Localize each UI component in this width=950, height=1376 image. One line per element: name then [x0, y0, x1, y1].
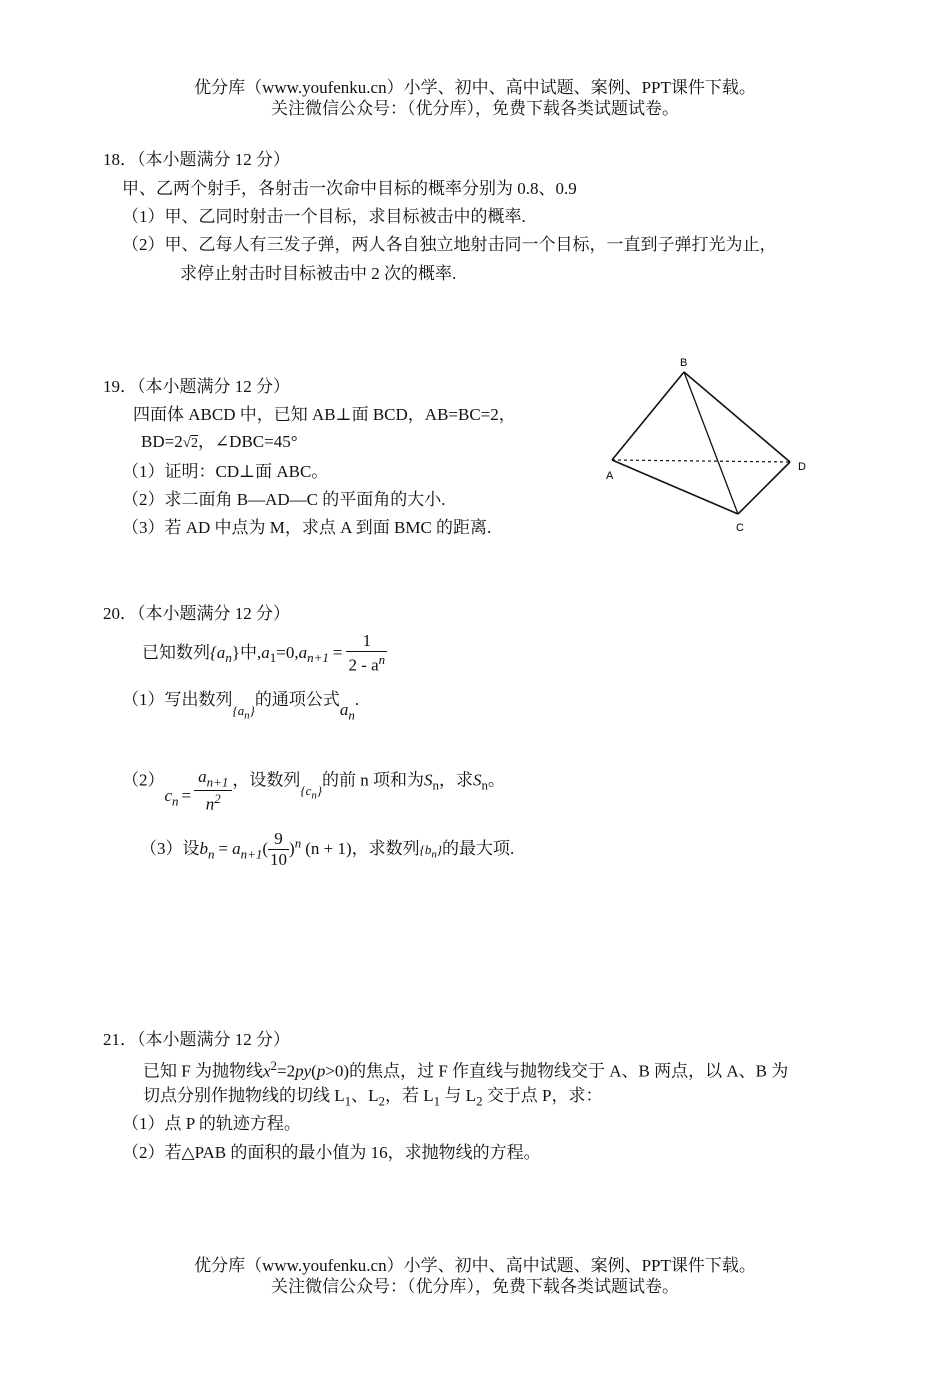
q20-p2-frac	[194, 768, 232, 815]
q20-p2-c-letter: c	[164, 786, 173, 806]
edge-bc	[684, 372, 738, 514]
q20-p2-seq-sub: n	[311, 789, 317, 802]
q21-part-1: （1）点 P 的轨迹方程。	[122, 1114, 301, 1133]
edge-ad-hidden	[612, 460, 790, 462]
q18-stem: 甲、乙两个射手，各射击一次命中目标的概率分别为 0.8、0.9	[122, 179, 577, 198]
q21-s1-pre: 已知 F 为抛物线	[143, 1061, 263, 1081]
q20-p1-pre: （1）写出数列	[122, 690, 233, 709]
q19-title: 19．（本小题满分 12 分）	[103, 377, 290, 396]
q20-part-1	[122, 690, 360, 723]
edge-ac	[612, 460, 738, 514]
q20-an1: a	[298, 642, 308, 662]
q20-p1-mid: 的通项公式	[254, 690, 340, 709]
q20-frac-num: 1	[346, 632, 387, 652]
q20-seq-a: {a	[210, 642, 226, 662]
q21-s2-mid2: ，若 L	[385, 1086, 434, 1105]
q20-p2-pre: （2）	[122, 770, 165, 790]
q21-p: p	[316, 1061, 326, 1081]
q20-p1-end: .	[354, 690, 360, 709]
q21-s2-sub2: 2	[378, 1093, 386, 1109]
q21-x: x	[262, 1061, 271, 1081]
q21-stem-2	[143, 1086, 603, 1109]
q20-p2-den	[194, 791, 232, 815]
q20-sub-1: 1	[269, 650, 277, 666]
q20-p3-end: 的最大项.	[441, 838, 515, 858]
q20-p2-s2-sub: n	[481, 777, 489, 793]
q21-s1-rest: >0)的焦点，过 F 作直线与抛物线交于 A、B 两点，以 A、B 为	[325, 1061, 789, 1081]
q18-part-1: （1）甲、乙同时射击一个目标，求目标被击中的概率.	[122, 207, 526, 226]
q20-title: 20．（本小题满分 12 分）	[103, 604, 290, 623]
q19-stem: 四面体 ABCD 中，已知 AB⊥面 BCD，AB=BC=2，	[133, 405, 516, 424]
q18-part-2-cont: 求停止射击时目标被击中 2 次的概率.	[180, 264, 457, 283]
q19-part-3: （3）若 AD 中点为 M，求点 A 到面 BMC 的距离.	[122, 518, 492, 537]
label-c: C	[736, 522, 744, 534]
label-d: D	[798, 461, 806, 473]
q20-p2-s-sub: n	[432, 777, 440, 793]
header-line-1: 优分库（www.youfenku.cn）小学、初中、高中试题、案例、PPT课件下载。	[194, 78, 756, 97]
q20-p2-c	[164, 786, 179, 809]
q20-p2-s: S	[424, 770, 433, 790]
q21-s2-sub4: 2	[476, 1093, 483, 1109]
q20-p3-seq	[419, 841, 442, 861]
q19-stem-2	[141, 432, 298, 453]
q21-title: 21．（本小题满分 12 分）	[103, 1030, 290, 1049]
q20-p3-mid: ，求数列	[351, 838, 420, 858]
q19-part-1: （1）证明：CD⊥面 ABC。	[122, 462, 329, 481]
q20-stem	[142, 632, 387, 676]
label-a: A	[606, 470, 614, 482]
q20-frac-den	[346, 652, 387, 676]
q21-sup: 2	[270, 1058, 278, 1073]
q21-stem-1	[143, 1058, 788, 1082]
q20-p1-seq	[232, 703, 255, 722]
q21-s2-end: 交于点 P，求：	[482, 1086, 603, 1105]
label-b: B	[680, 357, 688, 369]
q20-p3-eq: =	[218, 838, 229, 858]
q18-part-2: （2）甲、乙每人有三发子弹，两人各自独立地射击同一个目标，一直到子弹打光为止，	[122, 235, 777, 254]
sqrt-symbol: √	[182, 435, 191, 451]
q20-p2-end: 。	[488, 770, 506, 790]
q20-p2-mid: ，设数列	[232, 770, 301, 790]
q20-frac-den-sup: n	[378, 651, 386, 667]
q20-eq: =0,	[276, 642, 299, 662]
q21-s2-sub3: 1	[433, 1093, 441, 1109]
q20-p2-tail2: ，求	[439, 770, 474, 790]
q21-py: py	[295, 1061, 312, 1081]
q20-p1-an	[339, 700, 355, 723]
q19-part-2: （2）求二面角 B—AD—C 的平面角的大小.	[122, 490, 446, 509]
q20-p1-a: a	[339, 700, 349, 719]
q20-stem-mid: }中,	[231, 642, 262, 662]
q20-p3-exp: n	[294, 835, 302, 851]
q20-part-2	[122, 758, 506, 814]
q20-p2-num-a: a	[198, 767, 207, 786]
q20-p3-den: 10	[270, 849, 288, 869]
q20-p2-num	[194, 768, 232, 791]
edge-ab	[612, 372, 684, 460]
q19-angle: ，∠DBC=45°	[197, 432, 298, 451]
q20-a1: a	[261, 642, 270, 662]
q20-p1-seq-a: {a	[232, 703, 245, 718]
q20-p2-c-sub: n	[172, 793, 179, 809]
q20-p3-pre: （3）设	[140, 838, 200, 858]
q20-fraction	[346, 632, 387, 676]
q21-s2-sub1: 1	[344, 1093, 352, 1109]
q20-p2-tail: 的前 n 项和为	[322, 770, 425, 790]
tetrahedron-figure	[600, 350, 820, 540]
q20-p2-seq-end: }	[316, 783, 323, 799]
q20-p3-seq-end: }	[436, 841, 442, 857]
q21-lp: (	[311, 1061, 317, 1081]
q20-p3-a: a	[232, 838, 241, 858]
q21-s2-pre: 切点分别作抛物线的切线 L	[143, 1086, 345, 1105]
q20-p2-seq	[300, 783, 323, 802]
q20-p3-frac	[268, 830, 289, 870]
q21-s2-mid: 、L	[351, 1086, 379, 1105]
q20-sub-n1: n+1	[307, 650, 329, 666]
edge-cd	[738, 462, 790, 514]
q20-p2-eq: =	[181, 786, 192, 806]
q21-s2-mid3: 与 L	[440, 1086, 477, 1105]
q20-p2-den-sup: 2	[214, 790, 221, 806]
q20-p3-seq-b: {b	[419, 841, 432, 857]
q20-frac-den-text: 2 - a	[348, 655, 379, 675]
q20-p1-seq-sub: n	[244, 709, 250, 722]
q20-p3-rp: )	[289, 838, 295, 858]
q20-p3-num: 9	[268, 830, 289, 850]
header-line-2: 关注微信公众号：（优分库），免费下载各类试题试卷。	[271, 99, 679, 118]
q20-p1-seq-end: }	[249, 703, 255, 718]
q20-p3-a-sub: n+1	[240, 846, 263, 862]
q21-part-2: （2）若△PAB 的面积的最小值为 16，求抛物线的方程。	[122, 1143, 541, 1162]
q20-stem-text: 已知数列	[142, 642, 210, 662]
q20-p2-num-sub: n+1	[206, 774, 229, 790]
q20-p3-b: b	[199, 838, 208, 858]
q20-p3-lp: (	[262, 838, 269, 858]
q20-p2-den-n: n	[205, 794, 215, 814]
q19-bd: BD=2	[141, 432, 183, 451]
footer-line-1: 优分库（www.youfenku.cn）小学、初中、高中试题、案例、PPT课件下载。	[194, 1256, 756, 1275]
q18-title: 18．（本小题满分 12 分）	[103, 150, 290, 169]
q20-part-3	[140, 830, 514, 870]
q20-p2-s2: S	[473, 770, 482, 790]
edge-bd	[684, 372, 790, 462]
q20-p2-seq-c: {c	[300, 783, 312, 799]
q21-eq: =2	[277, 1061, 296, 1081]
q20-p1-a-sub: n	[348, 707, 355, 723]
q19-radicand: 2	[190, 436, 198, 451]
q20-sub: n	[225, 650, 232, 666]
q20-p3-seq-sub: n	[431, 848, 437, 861]
footer-line-2: 关注微信公众号：（优分库），免费下载各类试题试卷。	[271, 1277, 679, 1296]
q20-eq2: =	[332, 642, 343, 662]
q20-p3-b-sub: n	[208, 846, 215, 862]
q20-p3-tail: (n + 1)	[305, 838, 352, 858]
